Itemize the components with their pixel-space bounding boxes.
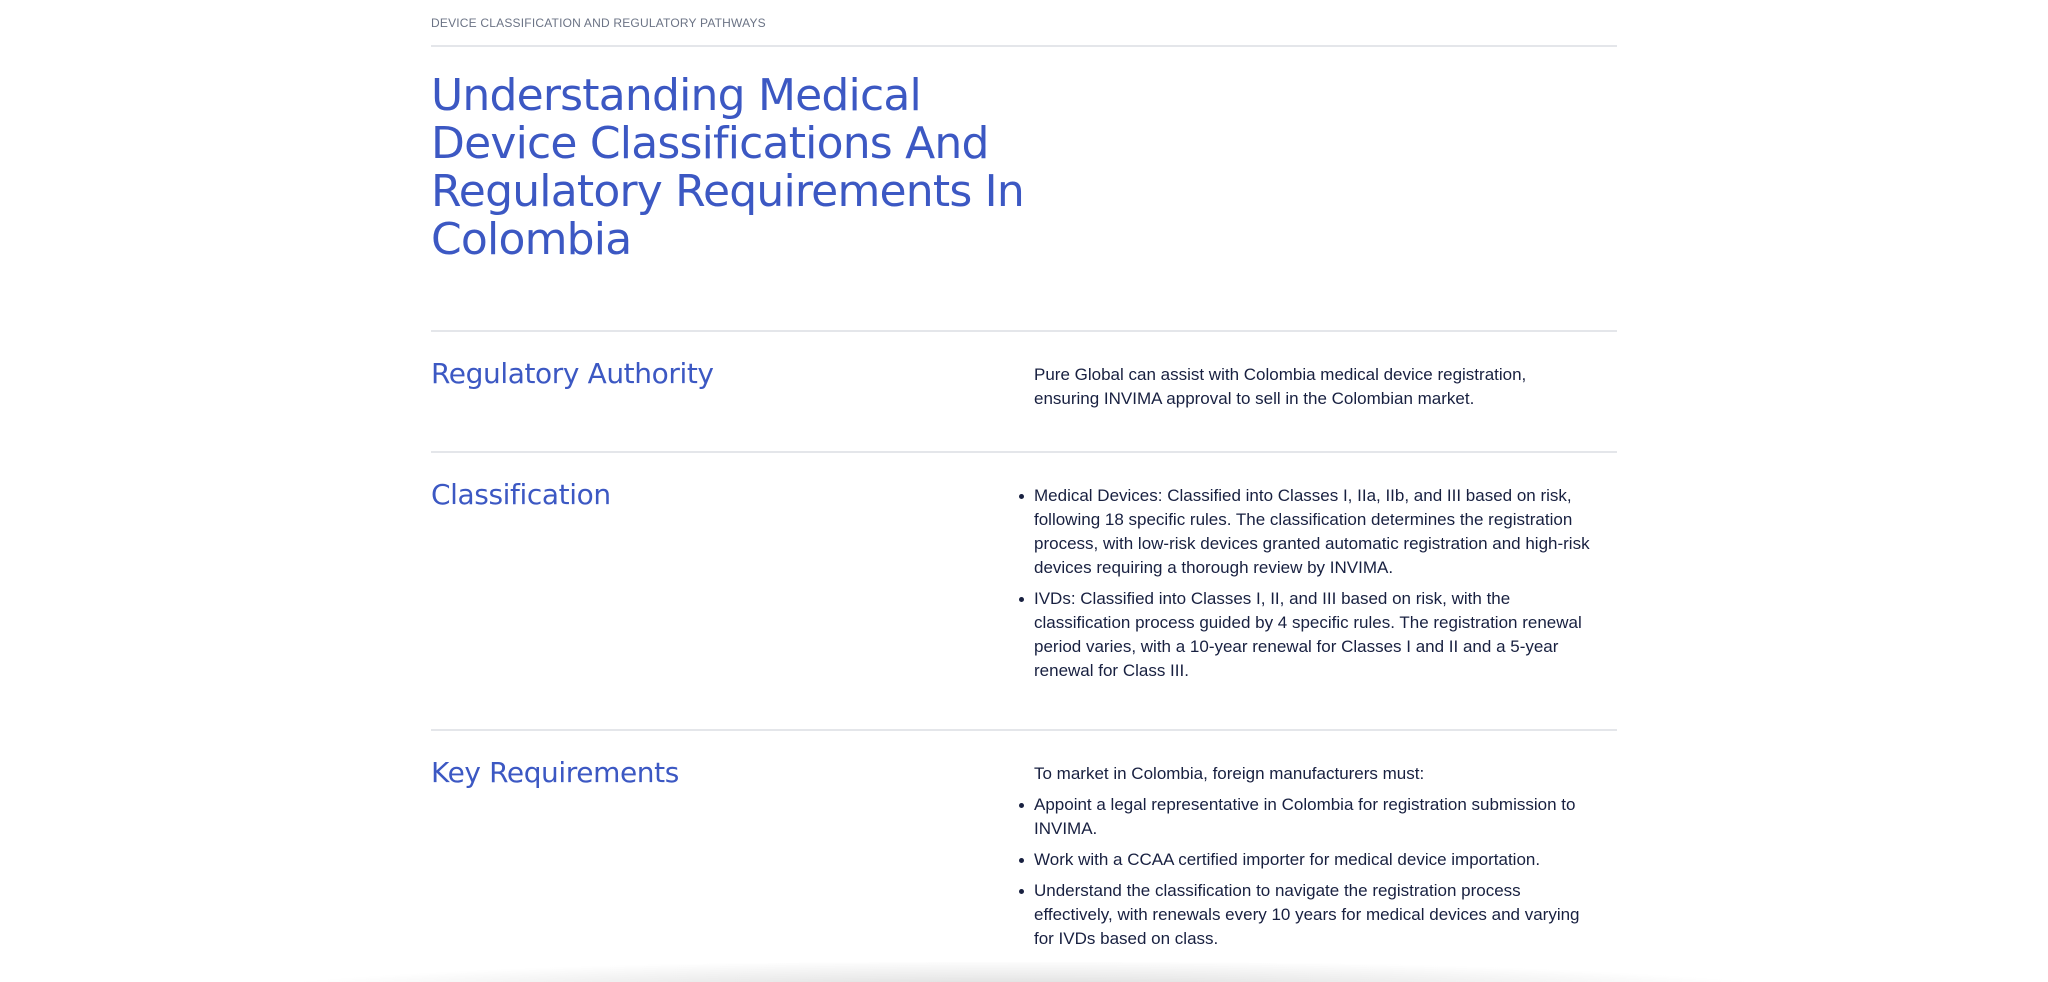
classification-list — [1034, 484, 1594, 683]
divider — [431, 729, 1617, 731]
section-heading-key-requirements: Key Requirements — [431, 756, 679, 789]
key-requirements-list — [1034, 793, 1594, 951]
divider — [431, 45, 1617, 47]
list-item: Medical Devices: Classified into Classes I, IIa, IIb, and III based on risk, following 18 specific rules. The classification determines the registration process, with low-risk devices granted automatic registration and high-risk devices requiring a thorough review by INVIMA. — [1034, 484, 1594, 580]
divider — [431, 451, 1617, 453]
regulatory-authority-text: Pure Global can assist with Colombia medical device registration, ensuring INVIMA approval to sell in the Colombian market. — [1034, 365, 1527, 408]
bottom-panel-shadow — [240, 962, 1808, 982]
section-body-key-requirements — [1034, 762, 1594, 958]
list-item: IVDs: Classified into Classes I, II, and III based on risk, with the classification process guided by 4 specific rules. The registration renewal period varies, with a 10-year renewal for Classes I and II and a 5-year renewal for Class III. — [1034, 587, 1594, 683]
key-requirements-intro: To market in Colombia, foreign manufacturers must: — [1034, 764, 1425, 783]
section-body-regulatory-authority — [1034, 363, 1594, 418]
list-item: Work with a CCAA certified importer for medical device importation. — [1034, 848, 1594, 872]
list-item: Appoint a legal representative in Colombia for registration submission to INVIMA. — [1034, 793, 1594, 841]
section-body-classification — [1034, 484, 1594, 690]
breadcrumb[interactable]: DEVICE CLASSIFICATION AND REGULATORY PATHWAYS — [431, 16, 766, 30]
page-title: Understanding Medical Device Classifications And Regulatory Requirements In Colombia — [431, 70, 1024, 265]
section-heading-regulatory-authority: Regulatory Authority — [431, 357, 714, 390]
divider — [431, 330, 1617, 332]
list-item: Understand the classification to navigate the registration process effectively, with renewals every 10 years for medical devices and varying for IVDs based on class. — [1034, 879, 1594, 951]
section-heading-classification: Classification — [431, 478, 611, 511]
